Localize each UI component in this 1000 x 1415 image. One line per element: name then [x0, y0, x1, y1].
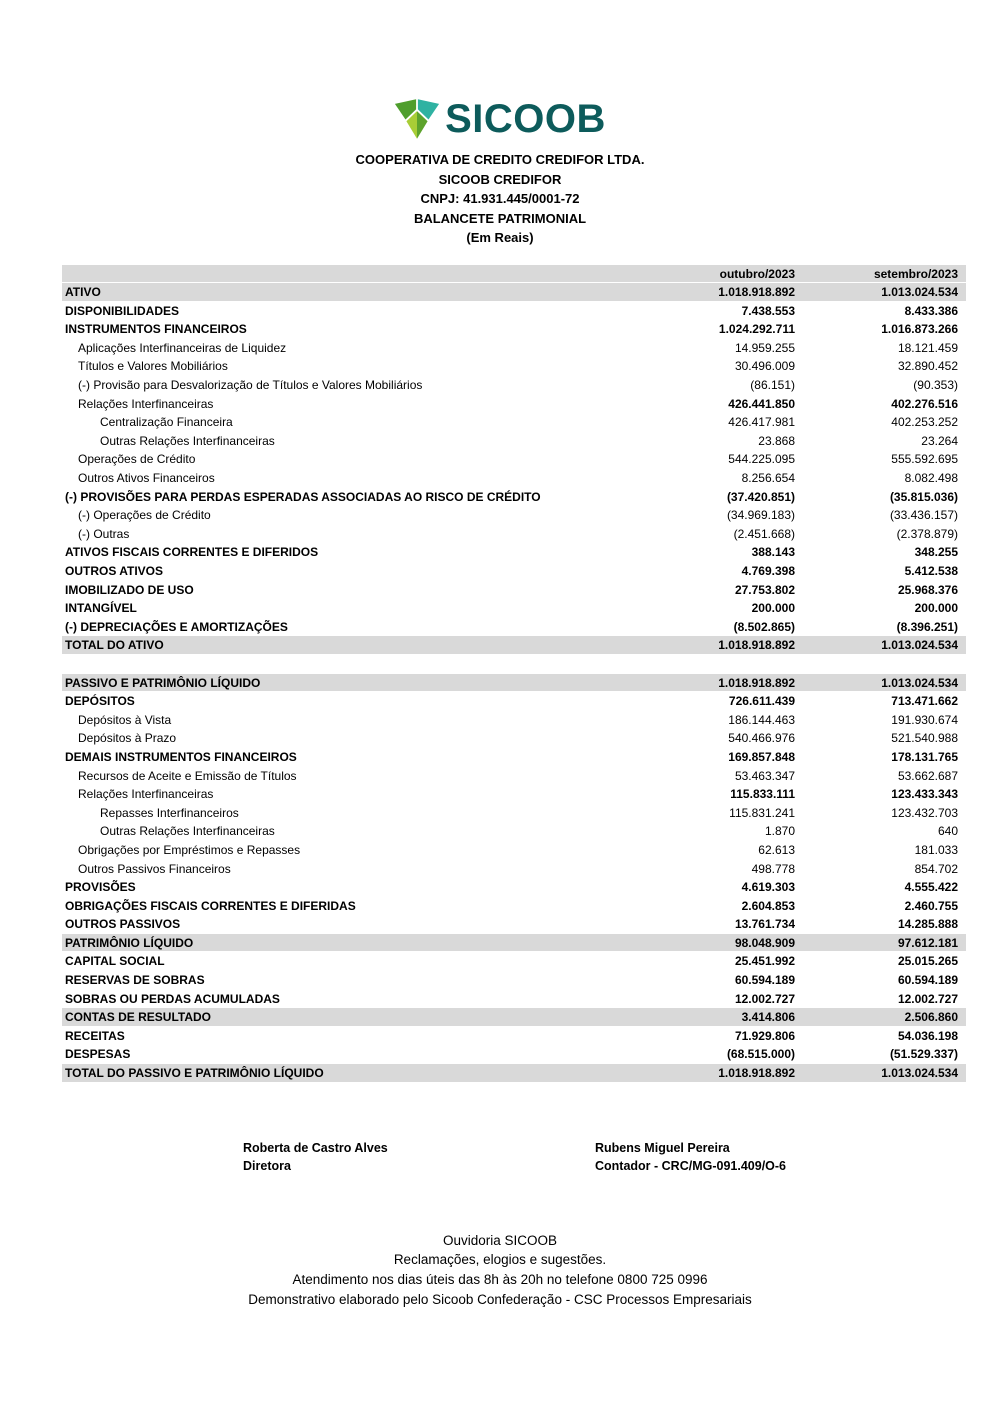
table-row [62, 506, 966, 525]
row-value-outubro: 71.929.806 [734, 1028, 795, 1043]
row-value-outubro: 1.018.918.892 [718, 638, 795, 653]
table-row [62, 934, 966, 953]
row-value-outubro: 4.769.398 [741, 564, 795, 578]
table-row [62, 1064, 966, 1083]
row-value-outubro: 200.000 [751, 601, 795, 616]
row-value-outubro: 186.144.463 [728, 712, 795, 727]
row-value-outubro: 388.143 [751, 545, 795, 560]
row-value-outubro: 2.604.853 [741, 898, 795, 913]
row-value-setembro: 23.264 [921, 433, 958, 448]
table-row [62, 674, 966, 693]
row-value-outubro: 726.611.439 [728, 694, 795, 709]
column-header-setembro: setembro/2023 [873, 266, 958, 281]
table-row [62, 952, 966, 971]
row-label: DESPESAS [65, 1047, 131, 1062]
row-value-setembro: 2.506.860 [904, 1010, 958, 1025]
row-label: ATIVO [65, 285, 101, 300]
signature-director [243, 1139, 388, 1176]
row-value-outubro: 4.619.303 [741, 880, 795, 895]
row-value-outubro: (34.969.183) [726, 508, 795, 523]
row-label: RECEITAS [65, 1028, 125, 1043]
row-value-setembro: 97.612.181 [897, 935, 958, 950]
row-label: (-) Provisão para Desvalorização de Títulos e Valores Mobiliários [78, 378, 423, 393]
row-label: TOTAL DO ATIVO [65, 638, 164, 653]
row-value-outubro: 1.018.918.892 [718, 675, 795, 690]
table-body [62, 283, 966, 1083]
row-label: OUTROS PASSIVOS [65, 917, 181, 932]
spacer-row [62, 655, 966, 674]
row-label: (-) Operações de Crédito [78, 508, 211, 523]
row-label: ATIVOS FISCAIS CORRENTES E DIFERIDOS [65, 545, 319, 560]
signature-accountant [595, 1139, 786, 1176]
row-value-outubro: 498.778 [751, 861, 795, 876]
row-value-outubro: 1.018.918.892 [718, 285, 795, 300]
row-value-outubro: 23.868 [758, 433, 795, 448]
row-value-setembro: 25.968.376 [897, 582, 958, 597]
row-value-outubro: 12.002.727 [734, 991, 795, 1006]
row-value-setembro: 18.121.459 [897, 340, 958, 355]
row-label: Relações Interfinanceiras [78, 396, 214, 411]
table-row [62, 302, 966, 321]
row-value-setembro: (8.396.251) [896, 619, 958, 634]
row-value-outubro: 1.870 [764, 824, 795, 839]
table-row [62, 450, 966, 469]
row-value-outubro: 115.833.111 [730, 787, 795, 802]
row-value-setembro: 854.702 [914, 861, 958, 876]
table-row [62, 488, 966, 507]
row-value-setembro: (51.529.337) [889, 1047, 958, 1062]
row-value-setembro: 191.930.674 [891, 712, 958, 727]
row-label: Outros Ativos Financeiros [78, 471, 215, 486]
row-label: INTANGÍVEL [65, 601, 137, 616]
table-row [62, 711, 966, 730]
row-value-setembro: 123.432.703 [891, 805, 958, 820]
row-value-outubro: 13.761.734 [734, 917, 795, 932]
row-value-outubro: 8.256.654 [741, 471, 795, 486]
row-label: (-) DEPRECIAÇÕES E AMORTIZAÇÕES [65, 619, 288, 634]
table-row [62, 822, 966, 841]
row-value-setembro: 348.255 [914, 545, 958, 560]
accountant-role: Contador - CRC/MG-091.409/O-6 [595, 1159, 787, 1174]
row-label: (-) Outras [78, 526, 130, 541]
footer-demonstrativo: Demonstrativo elaborado pelo Sicoob Confederação - CSC Processos Empresariais [248, 1291, 752, 1307]
row-value-setembro: 1.016.873.266 [881, 322, 958, 337]
cooperative-name: SICOOB CREDIFOR [438, 171, 562, 187]
row-value-setembro: (35.815.036) [889, 489, 958, 504]
brand-wordmark: SICOOB [445, 97, 606, 141]
table-row [62, 1008, 966, 1027]
row-label: TOTAL DO PASSIVO E PATRIMÔNIO LÍQUIDO [65, 1066, 324, 1081]
accountant-name: Rubens Miguel Pereira [595, 1140, 730, 1155]
row-label: Obrigações por Empréstimos e Repasses [78, 842, 301, 857]
table-row [62, 320, 966, 339]
table-header-row [62, 265, 966, 284]
table-row [62, 748, 966, 767]
table-row [62, 357, 966, 376]
table-row [62, 599, 966, 618]
row-value-setembro: 402.253.252 [891, 415, 958, 430]
row-value-outubro: 14.959.255 [734, 340, 795, 355]
table-row [62, 729, 966, 748]
row-value-setembro: (33.436.157) [889, 508, 958, 523]
row-value-outubro: 27.753.802 [734, 582, 795, 597]
row-value-setembro: 1.013.024.534 [881, 675, 958, 690]
row-value-outubro: 53.463.347 [734, 768, 795, 783]
row-value-outubro: (2.451.668) [733, 526, 795, 541]
row-label: Depósitos à Prazo [78, 731, 177, 746]
row-label: Outros Passivos Financeiros [78, 861, 231, 876]
row-value-setembro: 555.592.695 [891, 452, 958, 467]
row-label: RESERVAS DE SOBRAS [65, 973, 205, 988]
footer-block [0, 1231, 1000, 1310]
row-label: DEPÓSITOS [65, 694, 135, 709]
table-row [62, 413, 966, 432]
row-value-outubro: 115.831.241 [729, 805, 795, 820]
row-value-setembro: 1.013.024.534 [881, 638, 958, 653]
currency-note: (Em Reais) [466, 230, 534, 245]
row-value-outubro: 426.441.850 [728, 396, 795, 411]
column-header-outubro: outubro/2023 [719, 266, 795, 281]
row-value-outubro: 1.018.918.892 [718, 1066, 795, 1081]
row-label: Operações de Crédito [78, 452, 196, 467]
director-role: Diretora [243, 1159, 291, 1174]
table-row [62, 785, 966, 804]
row-value-outubro: 3.414.806 [741, 1010, 795, 1025]
row-value-setembro: 12.002.727 [897, 991, 958, 1006]
row-label: Títulos e Valores Mobiliários [78, 359, 228, 374]
row-label: INSTRUMENTOS FINANCEIROS [65, 322, 247, 337]
table-row [62, 339, 966, 358]
row-value-outubro: (8.502.865) [733, 619, 795, 634]
table-row [62, 525, 966, 544]
row-value-outubro: 169.857.848 [728, 749, 795, 764]
row-value-setembro: (2.378.879) [896, 526, 958, 541]
table-row [62, 283, 966, 302]
row-label: Centralização Financeira [100, 415, 233, 430]
row-label: PATRIMÔNIO LÍQUIDO [65, 935, 194, 950]
row-value-setembro: 53.662.687 [897, 768, 958, 783]
row-value-setembro: 713.471.662 [891, 694, 958, 709]
row-label: SOBRAS OU PERDAS ACUMULADAS [65, 991, 280, 1006]
table-row [62, 469, 966, 488]
row-value-setembro: 178.131.765 [891, 749, 958, 764]
row-label: CONTAS DE RESULTADO [65, 1010, 211, 1025]
table-row [62, 971, 966, 990]
row-value-setembro: 60.594.189 [897, 973, 958, 988]
row-value-outubro: (37.420.851) [726, 489, 795, 504]
row-value-setembro: 640 [937, 824, 958, 839]
row-label: CAPITAL SOCIAL [65, 954, 165, 969]
row-value-setembro: 32.890.452 [897, 359, 958, 374]
table-row [62, 1045, 966, 1064]
table-row [62, 990, 966, 1009]
sicoob-logo [0, 0, 1000, 141]
row-label: Recursos de Aceite e Emissão de Títulos [78, 768, 297, 783]
table-row [62, 1027, 966, 1046]
row-value-outubro: 7.438.553 [741, 303, 795, 318]
table-row [62, 804, 966, 823]
table-row [62, 432, 966, 451]
row-value-setembro: 2.460.755 [904, 898, 958, 913]
row-label: DEMAIS INSTRUMENTOS FINANCEIROS [65, 749, 297, 764]
table-row [62, 915, 966, 934]
row-value-setembro: 1.013.024.534 [881, 285, 958, 300]
footer-atendimento: Atendimento nos dias úteis das 8h às 20h no telefone 0800 725 0996 [292, 1272, 708, 1288]
row-value-outubro: 30.496.009 [734, 359, 795, 374]
row-label: Depósitos à Vista [78, 712, 172, 727]
row-value-setembro: (90.353) [913, 378, 958, 393]
table-row [62, 581, 966, 600]
row-value-outubro: (86.151) [750, 378, 795, 393]
row-label: Aplicações Interfinanceiras de Liquidez [78, 340, 287, 355]
row-label: Relações Interfinanceiras [78, 787, 214, 802]
footer-ouvidoria: Ouvidoria SICOOB [442, 1232, 558, 1248]
table-row [62, 395, 966, 414]
signature-block [0, 1139, 1000, 1179]
table-row [62, 618, 966, 637]
table-row [62, 897, 966, 916]
balance-table [62, 265, 966, 1083]
cnpj: CNPJ: 41.931.445/0001-72 [420, 191, 580, 206]
document-header [0, 150, 1000, 248]
table-row [62, 543, 966, 562]
row-value-outubro: 426.417.981 [728, 415, 795, 430]
row-label: OBRIGAÇÕES FISCAIS CORRENTES E DIFERIDAS [65, 898, 356, 913]
header-spacer [62, 265, 632, 284]
row-value-outubro: 544.225.095 [728, 452, 795, 467]
table-row [62, 860, 966, 879]
row-label: IMOBILIZADO DE USO [65, 582, 194, 597]
table-row [62, 841, 966, 860]
row-value-outubro: 540.466.976 [728, 731, 795, 746]
row-value-setembro: 8.433.386 [904, 303, 958, 318]
row-value-setembro: 123.433.343 [891, 787, 958, 802]
row-value-setembro: 54.036.198 [897, 1028, 958, 1043]
row-value-setembro: 181.033 [914, 842, 958, 857]
row-value-outubro: 60.594.189 [734, 973, 795, 988]
row-label: Repasses Interfinanceiros [100, 805, 239, 820]
table-row [62, 562, 966, 581]
row-value-setembro: 4.555.422 [904, 880, 958, 895]
row-value-outubro: (68.515.000) [726, 1047, 795, 1062]
footer-reclamacoes: Reclamações, elogios e sugestões. [393, 1252, 607, 1268]
table-row [62, 878, 966, 897]
table-row [62, 692, 966, 711]
row-label: OUTROS ATIVOS [65, 564, 164, 578]
row-value-outubro: 1.024.292.711 [718, 322, 795, 337]
row-value-outubro: 62.613 [758, 842, 795, 857]
row-label: DISPONIBILIDADES [65, 303, 180, 318]
row-value-setembro: 14.285.888 [897, 917, 958, 932]
table-row [62, 767, 966, 786]
row-value-setembro: 402.276.516 [891, 396, 958, 411]
row-value-setembro: 521.540.988 [891, 731, 958, 746]
row-value-setembro: 5.412.538 [904, 564, 958, 578]
row-value-setembro: 1.013.024.534 [881, 1066, 958, 1081]
row-value-outubro: 98.048.909 [734, 935, 795, 950]
sicoob-chevron-icon [394, 98, 440, 140]
row-value-outubro: 25.451.992 [734, 954, 795, 969]
row-label: PROVISÕES [65, 880, 136, 895]
row-value-setembro: 25.015.265 [897, 954, 958, 969]
report-title: BALANCETE PATRIMONIAL [413, 210, 587, 226]
row-label: (-) PROVISÕES PARA PERDAS ESPERADAS ASSOCIADAS AO RISCO DE CRÉDITO [65, 489, 541, 504]
row-label: PASSIVO E PATRIMÔNIO LÍQUIDO [65, 675, 261, 690]
company-name: COOPERATIVA DE CREDITO CREDIFOR LTDA. [355, 152, 645, 167]
row-label: Outras Relações Interfinanceiras [100, 824, 275, 839]
table-row [62, 376, 966, 395]
row-value-setembro: 200.000 [914, 601, 958, 616]
row-value-setembro: 8.082.498 [904, 471, 958, 486]
row-label: Outras Relações Interfinanceiras [100, 433, 275, 448]
table-row [62, 636, 966, 655]
director-name: Roberta de Castro Alves [243, 1140, 388, 1155]
